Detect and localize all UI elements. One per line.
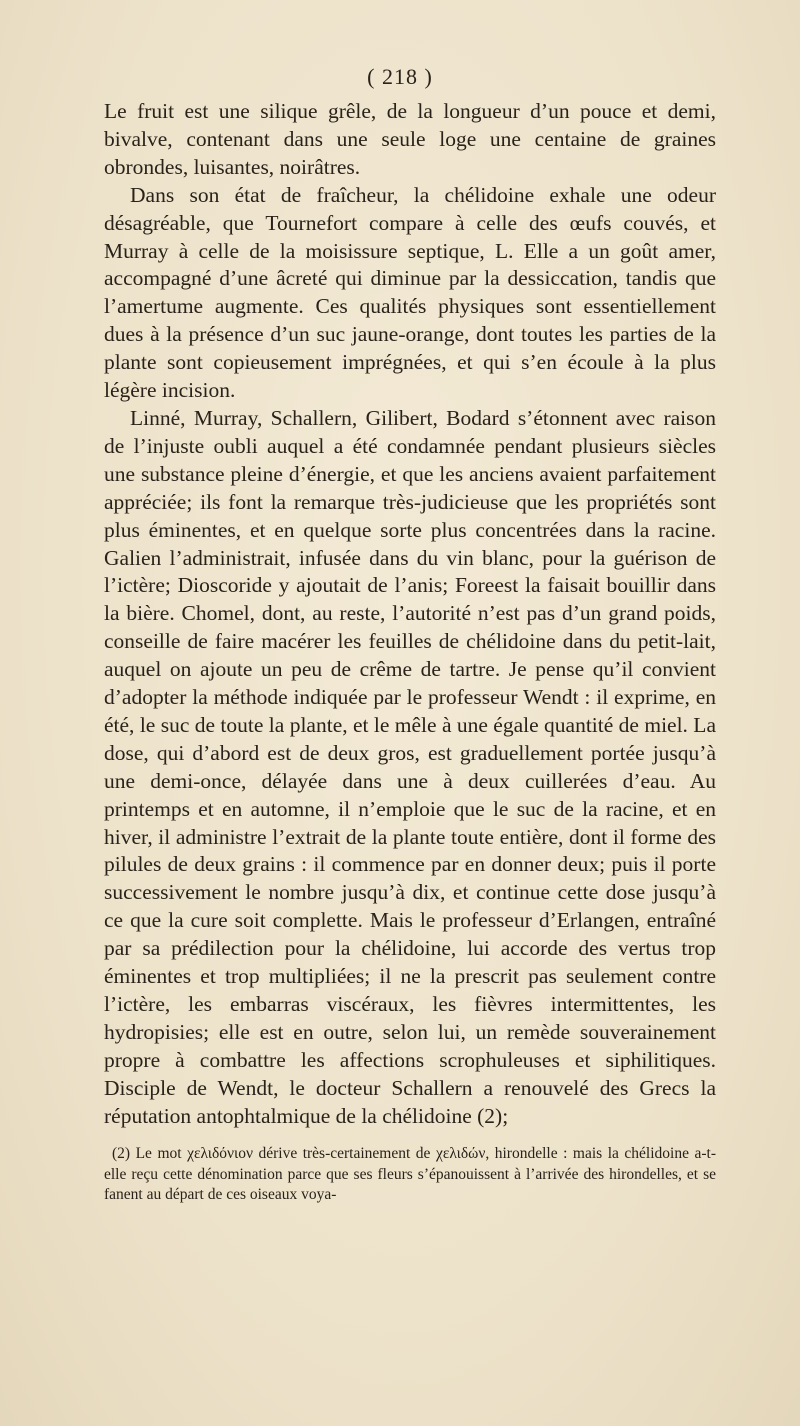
footnote-text: (2) Le mot χελιδόνιον dérive très-certainement de χελιδών, hirondelle : mais la chélidoine a-t-elle reçu cette dénomination parce que ses fleurs s’épanouissent à l’arrivée des hirondelles, et se fanent au départ de ces oiseaux voya- (104, 1145, 716, 1203)
paragraph-odeur: Dans son état de fraîcheur, la chélidoine exhale une odeur désagréable, que Tournefort compare à celle des œufs couvés, et Murray à celle de la moisissure septique, L. Elle a un goût amer, accompagné d’une âcreté qui diminue par la dessiccation, tandis que l’amertume augmente. Ces qualités physiques sont essentiellement dues à la présence d’un suc jaune-orange, dont toutes les parties de la plante sont copieusement imprégnées, et qui s’en écoule à la plus légère incision. (104, 182, 716, 403)
footnote (104, 1144, 716, 1206)
paragraph-usage: Linné, Murray, Schallern, Gilibert, Bodard s’étonnent avec raison de l’injuste oubli auquel a été condamnée pendant plusieurs siècles une substance pleine d’énergie, et que les anciens avaient parfaitement appréciée; ils font la remarque très-judicieuse que les propriétés sont plus éminentes, et en quelque sorte plus concentrées dans la racine. Galien l’administrait, infusée dans du vin blanc, pour la guérison de l’ictère; Dioscoride y ajoutait de l’anis; Foreest la faisait bouillir dans la bière. Chomel, dont, au reste, l’autorité n’est pas d’un grand poids, conseille de faire macérer les feuilles de chélidoine dans du petit-lait, auquel on ajoute un peu de crême de tartre. Je pense qu’il convient d’adopter la méthode indiquée par le professeur Wendt : il exprime, en été, le suc de toute la plante, et le mêle à une égale quantité de miel. La dose, qui d’abord est de deux gros, est graduellement portée jusqu’à une demi-once, délayée dans une à deux cuillerées d’eau. Au printemps et en automne, il n’emploie que le suc de la racine, et en hiver, il administre l’extrait de la plante toute entière, dont il forme des pilules de deux grains : il commence par en donner deux; puis il porte successivement le nombre jusqu’à dix, et continue cette dose jusqu’à ce que la cure soit complette. Mais le professeur d’Erlangen, entraîné par sa prédilection pour la chélidoine, lui accorde des vertus trop éminentes et trop multipliées; il ne la prescrit pas seulement contre l’ictère, les embarras viscéraux, les fièvres intermittentes, les hydropisies; elle est en outre, selon lui, un remède souverainement propre à combattre les affections scrophuleuses et siphilitiques. Disciple de Wendt, le docteur Schallern a renouvelé des Grecs la réputation antophtalmique de la chélidoine (2); (104, 405, 716, 1128)
page-number: ( 218 ) (367, 64, 433, 89)
body-text (104, 98, 716, 1131)
paragraph-fruit: Le fruit est une silique grêle, de la longueur d’un pouce et demi, bivalve, contenant dans une seule loge une centaine de graines obrondes, luisantes, noirâtres. (104, 99, 716, 179)
